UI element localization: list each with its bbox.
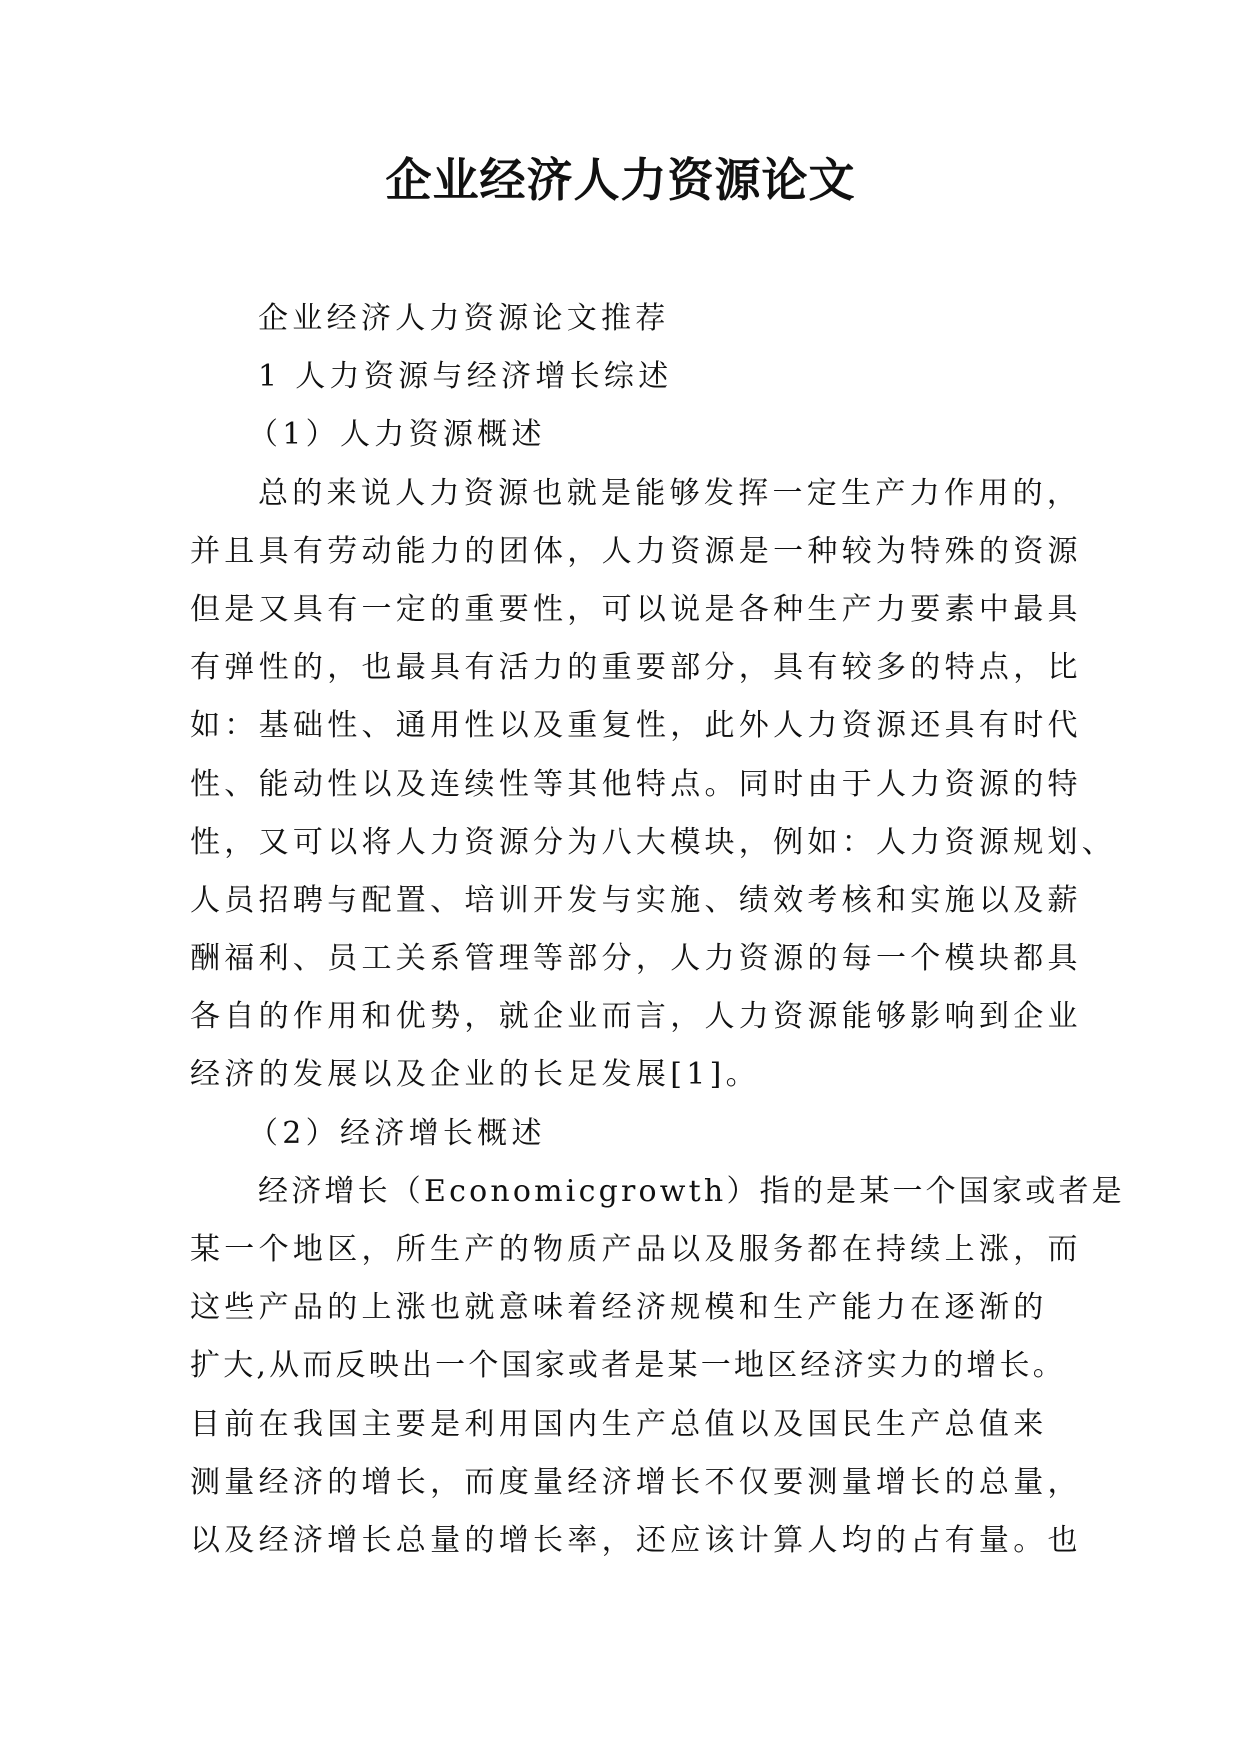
document-title: 企业经济人力资源论文 (385, 153, 856, 207)
paragraph-line: 目前在我国主要是利用国内生产总值以及国民生产总值来 (190, 1406, 1048, 1442)
paragraph-line: 各自的作用和优势，就企业而言，人力资源能够影响到企业 (190, 999, 1082, 1035)
subtitle-line: 企业经济人力资源论文推荐 (258, 301, 670, 336)
paragraph-line: 但是又具有一定的重要性，可以说是各种生产力要素中最具 (190, 591, 1082, 627)
document-body (190, 290, 1125, 1570)
paragraph-line: 人员招聘与配置、培训开发与实施、绩效考核和实施以及薪 (190, 882, 1082, 918)
paragraph-line: 经济增长（Economicgrowth）指的是某一个国家或者是 (258, 1173, 1125, 1209)
paragraph-line: 如：基础性、通用性以及重复性，此外人力资源还具有时代 (190, 708, 1082, 744)
paragraph-line: 并且具有劳动能力的团体，人力资源是一种较为特殊的资源 (190, 533, 1082, 569)
paragraph-line: 这些产品的上涨也就意味着经济规模和生产能力在逐渐的 (190, 1290, 1048, 1326)
paragraph-line: 测量经济的增长，而度量经济增长不仅要测量增长的总量， (190, 1464, 1082, 1500)
paragraph-line: 总的来说人力资源也就是能够发挥一定生产力作用的， (258, 475, 1082, 511)
paragraph-line: 以及经济增长总量的增长率，还应该计算人均的占有量。也 (190, 1522, 1082, 1558)
subsection-heading: （2）经济增长概述 (248, 1115, 546, 1151)
section-heading: 1 人力资源与经济增长综述 (258, 359, 673, 395)
paragraph-line: 有弹性的，也最具有活力的重要部分，具有较多的特点，比 (190, 650, 1082, 686)
subsection-heading: （1）人力资源概述 (248, 417, 546, 453)
paragraph-line: 某一个地区，所生产的物质产品以及服务都在持续上涨，而 (190, 1232, 1082, 1267)
paragraph-line: 经济的发展以及企业的长足发展[1]。 (190, 1057, 760, 1093)
paragraph-line: 扩大,从而反映出一个国家或者是某一地区经济实力的增长。 (190, 1348, 1066, 1384)
paragraph-line: 性，又可以将人力资源分为八大模块，例如：人力资源规划、 (190, 824, 1117, 860)
paragraph-line: 性、能动性以及连续性等其他特点。同时由于人力资源的特 (190, 766, 1082, 802)
paragraph-line: 酬福利、员工关系管理等部分，人力资源的每一个模块都具 (190, 941, 1082, 977)
